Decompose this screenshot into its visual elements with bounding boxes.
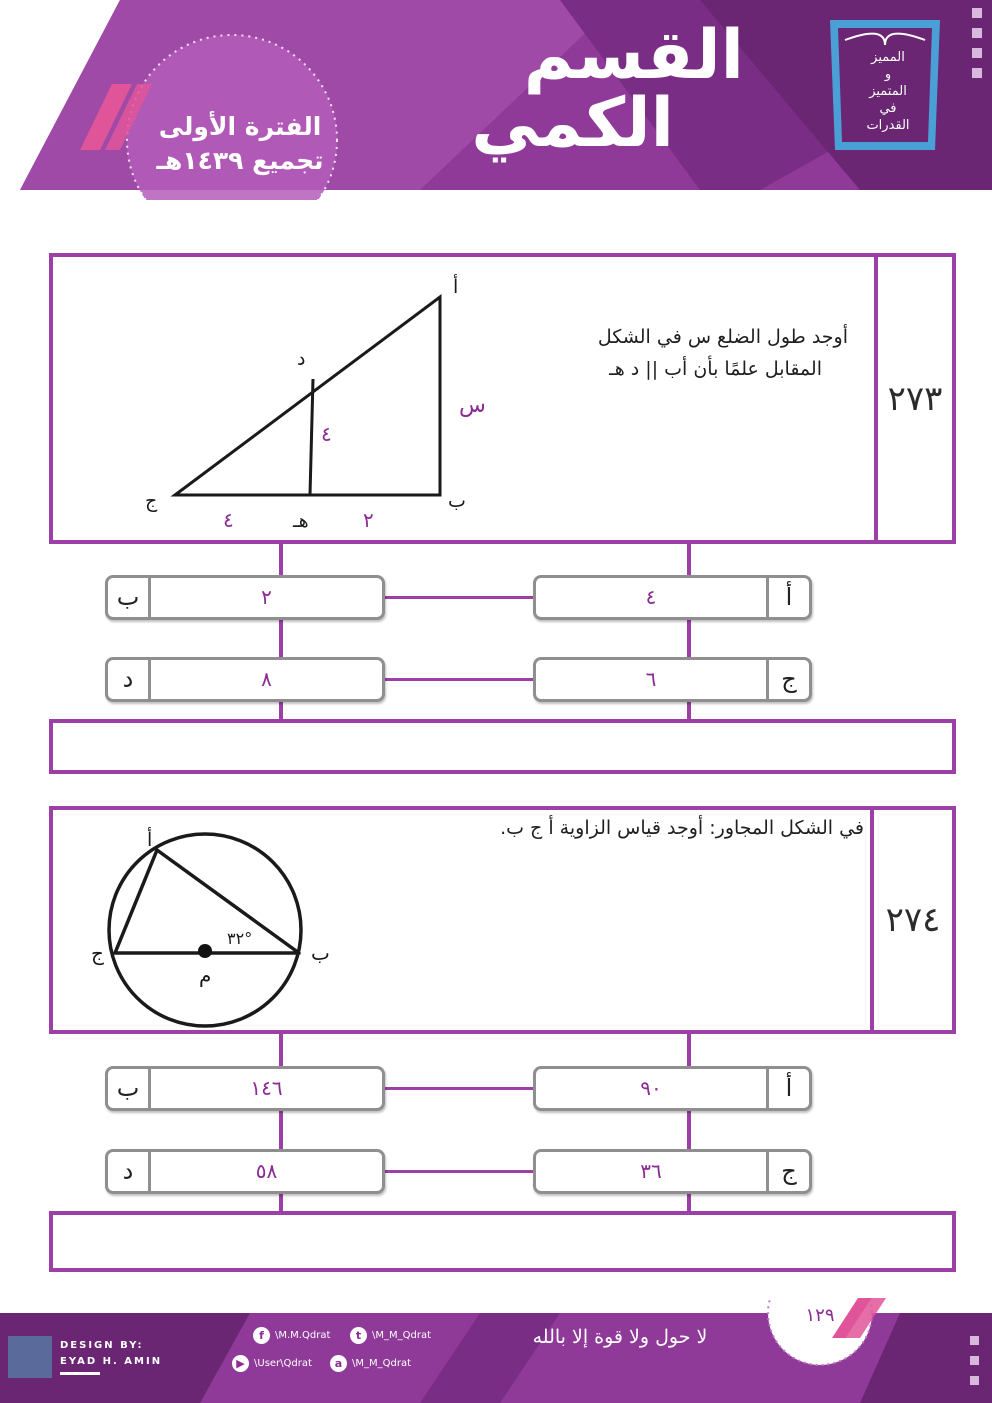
answer-box-274[interactable] <box>49 1211 956 1272</box>
label-b: ب <box>448 490 466 512</box>
question-number: ٢٧٤ <box>870 810 952 1030</box>
angle-label: ٣٢° <box>227 929 253 948</box>
option-b[interactable] <box>105 575 385 620</box>
page-number: ١٢٩ <box>805 1305 835 1326</box>
option-letter: ب <box>108 1069 151 1108</box>
question-274-box <box>49 806 956 1034</box>
label-a: أ <box>147 829 153 851</box>
option-letter: أ <box>766 1069 809 1108</box>
ask-handle: \M_M_Qdrat <box>352 1358 412 1369</box>
option-value: ٥٨ <box>255 1159 278 1183</box>
option-a[interactable] <box>533 1066 812 1111</box>
motto-calligraphy: لا حول ولا قوة إلا بالله <box>532 1326 708 1348</box>
question-273-box <box>49 253 956 544</box>
label-2: ٢ <box>363 508 374 532</box>
option-letter: د <box>108 660 151 699</box>
label-j: ج <box>145 490 158 512</box>
label-d: د <box>297 348 306 370</box>
collection-label: تجميع ١٤٣٩هـ <box>156 146 324 175</box>
logo-text-2: و <box>884 66 892 82</box>
option-value: ٤ <box>645 585 657 609</box>
youtube-handle: \User\Qdrat <box>254 1358 312 1369</box>
page-title-line2: الكمي <box>471 84 674 163</box>
option-value: ٢ <box>261 585 272 609</box>
period-label: الفترة الأولى <box>158 112 322 141</box>
option-c[interactable] <box>533 657 812 702</box>
option-letter: ج <box>766 1152 809 1191</box>
youtube-icon: ▶ <box>232 1355 249 1372</box>
facebook-handle: \M.M.Qdrat <box>275 1330 331 1341</box>
connector <box>384 678 534 681</box>
connector <box>384 1087 534 1090</box>
question-text-line2: المقابل علمًا بأن أب || د هـ <box>609 358 822 381</box>
designer-credit <box>60 1338 162 1370</box>
designer-name: EYAD H. AMIN <box>60 1356 163 1367</box>
label-h: هـ <box>293 510 309 532</box>
label-m: م <box>199 963 212 987</box>
label-j: ج <box>91 941 104 965</box>
option-value: ١٤٦ <box>250 1076 283 1100</box>
option-d[interactable] <box>105 657 385 702</box>
answer-box-273[interactable] <box>49 719 956 774</box>
question-number: ٢٧٣ <box>874 257 952 540</box>
facebook-icon: f <box>253 1327 270 1344</box>
ask-icon: a <box>330 1355 347 1372</box>
twitter-link[interactable] <box>350 1327 431 1344</box>
label-4-horizontal: ٤ <box>223 508 234 532</box>
triangle-figure <box>93 267 533 537</box>
facebook-link[interactable] <box>253 1327 330 1344</box>
designer-logo-icon <box>8 1336 52 1378</box>
connector <box>384 1170 534 1173</box>
option-letter: ب <box>108 578 151 617</box>
circle-figure <box>83 820 363 1030</box>
option-letter: ج <box>766 660 809 699</box>
option-b[interactable] <box>105 1066 385 1111</box>
option-value: ٩٠ <box>640 1076 662 1100</box>
label-a: أ <box>453 276 459 298</box>
option-a[interactable] <box>533 575 812 620</box>
option-letter: د <box>108 1152 151 1191</box>
option-value: ٦ <box>645 667 657 691</box>
option-value: ٨ <box>261 667 272 691</box>
label-b: ب <box>311 941 330 965</box>
logo-text-3: المتميز <box>869 83 907 99</box>
logo-text-5: القدرات <box>866 117 910 133</box>
ask-link[interactable] <box>330 1355 411 1372</box>
option-value: ٣٦ <box>640 1159 662 1183</box>
youtube-link[interactable] <box>232 1355 312 1372</box>
twitter-icon: t <box>350 1327 367 1344</box>
logo-text-4: في <box>879 100 897 116</box>
option-c[interactable] <box>533 1149 812 1194</box>
label-4-vertical: ٤ <box>321 422 332 446</box>
connector <box>384 596 534 599</box>
twitter-handle: \M_M_Qdrat <box>372 1330 432 1341</box>
question-text <box>518 321 848 386</box>
question-text: في الشكل المجاور: أوجد قياس الزاوية أ ج ب. <box>500 817 864 839</box>
question-text-line1: أوجد طول الضلع س في الشكل <box>597 326 848 348</box>
option-letter: أ <box>766 578 809 617</box>
option-d[interactable] <box>105 1149 385 1194</box>
design-by-label: DESIGN BY: <box>60 1340 144 1351</box>
logo-text-1: المميز <box>871 50 905 65</box>
label-s: س <box>459 393 486 418</box>
page-title-line1: القسم <box>523 16 744 95</box>
logo <box>848 50 928 134</box>
